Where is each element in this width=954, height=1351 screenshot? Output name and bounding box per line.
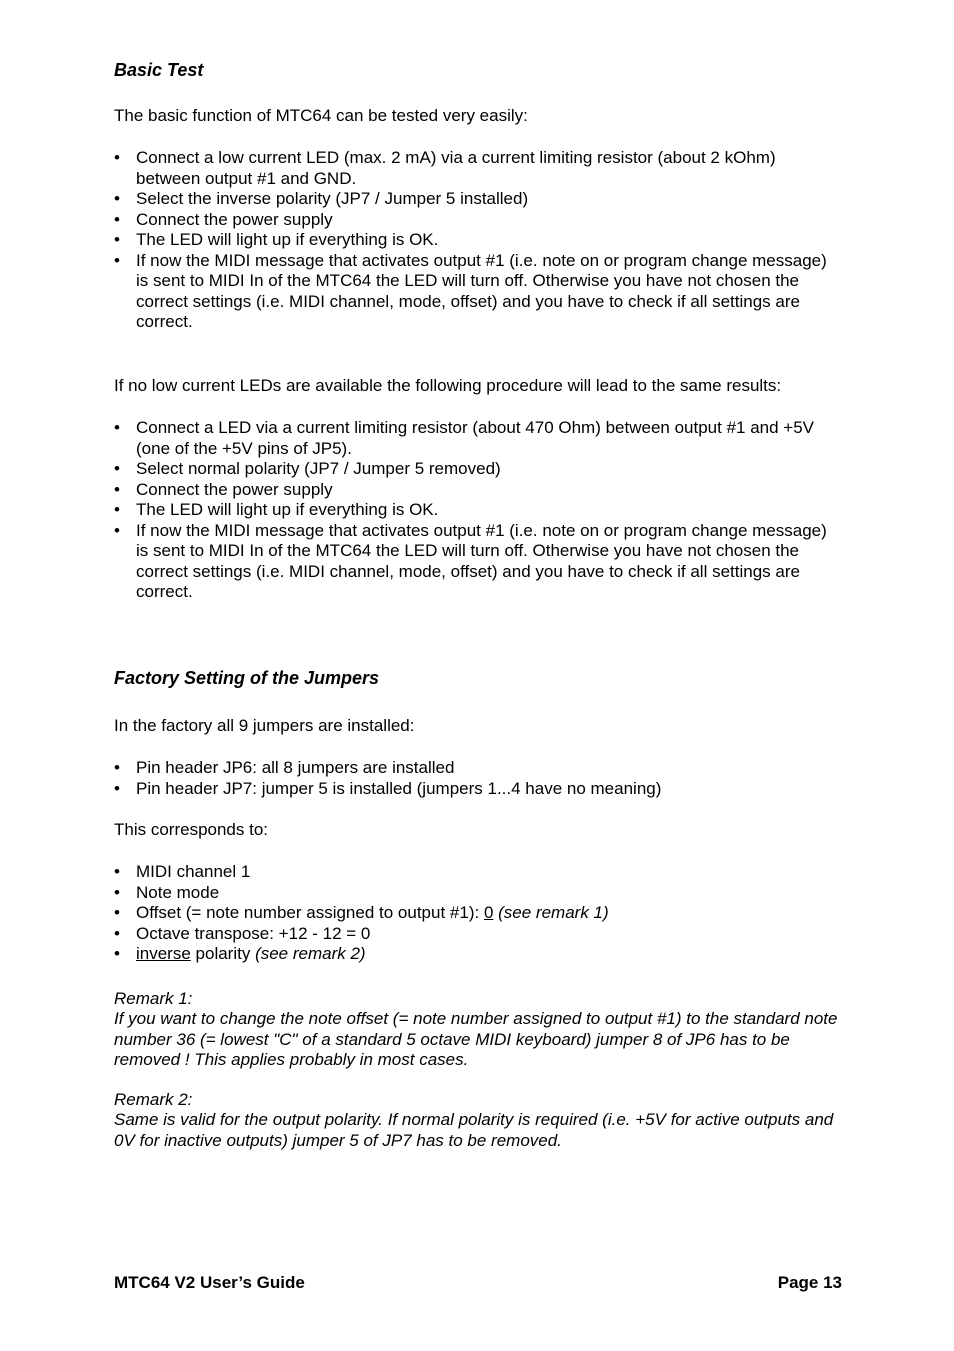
- corresponds-label: This corresponds to:: [114, 820, 269, 839]
- list-item: • If now the MIDI message that activates output #1 (i.e. note on or program change message) is sent to MIDI In of the MTC64 the LED will turn off. Otherwise you have not chosen the correct settings (i.e. MIDI channel, mode, offset) and you have to check if all settings are correct.: [114, 521, 842, 603]
- factory-intro: In the factory all 9 jumpers are installed:: [114, 716, 415, 735]
- basic-test-steps-low-current: [114, 148, 842, 333]
- list-item: • Connect a low current LED (max. 2 mA) via a current limiting resistor (about 2 kOhm) between output #1 and GND.: [114, 148, 842, 189]
- offset-label: Offset (= note number assigned to output #1):: [136, 903, 484, 922]
- remark-1-text: If you want to change the note offset (= note number assigned to output #1) to the standard note number 36 (= lowest "C" of a standard 5 octave MIDI keyboard) jumper 8 of JP6 has to be removed ! This applies probably in most cases.: [114, 1009, 838, 1069]
- page-footer: [114, 1273, 842, 1294]
- list-item: • Pin header JP6: all 8 jumpers are installed: [114, 758, 842, 779]
- list-item: • Select the inverse polarity (JP7 / Jumper 5 installed): [114, 189, 842, 210]
- basic-test-intro: The basic function of MTC64 can be tested very easily:: [114, 106, 528, 125]
- offset-value: 0: [483, 903, 494, 922]
- polarity-remark: (see remark 2): [255, 944, 366, 963]
- factory-settings-list: [114, 862, 842, 965]
- list-item: • Select normal polarity (JP7 / Jumper 5 removed): [114, 459, 842, 480]
- list-item: • Connect a LED via a current limiting resistor (about 470 Ohm) between output #1 and +5V (one of the +5V pins of JP5).: [114, 418, 842, 459]
- list-item: • The LED will light up if everything is OK.: [114, 500, 842, 521]
- basic-test-steps-normal: [114, 418, 842, 603]
- factory-jumper-list: [114, 758, 842, 799]
- remark-2-title: Remark 2:: [114, 1090, 193, 1109]
- list-item: • The LED will light up if everything is OK.: [114, 230, 842, 251]
- list-item-offset: [114, 903, 842, 924]
- list-item: • MIDI channel 1: [114, 862, 842, 883]
- page-number: Page 13: [777, 1273, 842, 1292]
- basic-test-alt-intro: If no low current LEDs are available the following procedure will lead to the same results:: [114, 376, 782, 395]
- remark-2-text: Same is valid for the output polarity. If normal polarity is required (i.e. +5V for active outputs and 0V for inactive outputs) jumper 5 of JP7 has to be removed.: [114, 1110, 834, 1150]
- list-item: • Connect the power supply: [114, 480, 842, 501]
- list-item: • Connect the power supply: [114, 210, 842, 231]
- remark-1-title: Remark 1:: [114, 989, 193, 1008]
- footer-title: MTC64 V2 User’s Guide: [114, 1273, 305, 1292]
- polarity-label: polarity: [190, 944, 256, 963]
- list-item: • Pin header JP7: jumper 5 is installed (jumpers 1...4 have no meaning): [114, 779, 842, 800]
- polarity-value: inverse: [136, 944, 191, 963]
- list-item-polarity: [114, 944, 842, 965]
- basic-test-heading: Basic Test: [114, 60, 204, 80]
- list-item: • If now the MIDI message that activates output #1 (i.e. note on or program change message) is sent to MIDI In of the MTC64 the LED will turn off. Otherwise you have not chosen the correct settings (i.e. MIDI channel, mode, offset) and you have to check if all settings are correct.: [114, 251, 842, 333]
- factory-setting-heading: Factory Setting of the Jumpers: [114, 668, 380, 688]
- offset-remark: (see remark 1): [498, 903, 609, 922]
- list-item: • Octave transpose: +12 - 12 = 0: [114, 924, 842, 945]
- list-item: • Note mode: [114, 883, 842, 904]
